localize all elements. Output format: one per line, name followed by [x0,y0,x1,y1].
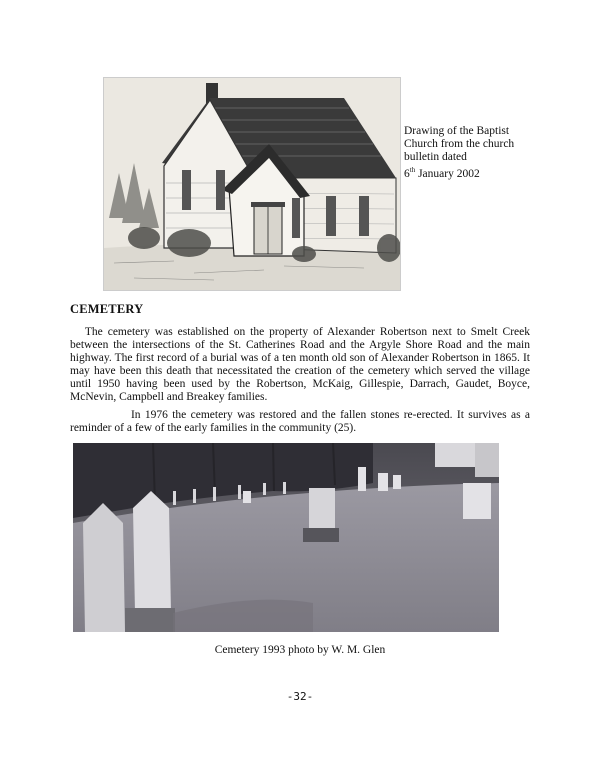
drawing-caption-ordinal: th [409,166,416,174]
church-drawing [103,77,401,291]
church-drawing-illustration [104,78,400,290]
drawing-caption [404,125,554,181]
cemetery-photo-illustration [73,443,499,632]
drawing-caption-date [404,164,554,181]
paragraph-history-text: The cemetery was established on the property of Alexander Robertson next to Smelt Creek between the intersections of the St. Catherines Road and the Argyle Shore Road and the main highway. The first record of a burial was of a ten month old son of Alexander Robertson in 1865. It may have been this death that necessitated the creation of the cemetery which served the village until 1950 having been used by the Robertson, McKaig, Gillespie, Darrach, Gaudet, Boyce, McNevin, Campbell and Breakey families. [70,326,530,403]
paragraph-restoration-text: In 1976 the cemetery was restored and the fallen stones re-erected. It survives as a reminder of a few of the early families in the community (25). [70,409,531,434]
page-number: -32- [286,690,314,703]
photo-caption: Cemetery 1993 photo by W. M. Glen [214,644,386,656]
section-heading: CEMETERY [70,302,144,316]
drawing-caption-line1: Drawing of the Baptist [404,125,510,137]
paragraph-history [70,326,530,404]
paragraph-restoration [70,409,530,435]
drawing-caption-line3: bulletin dated [404,151,467,163]
drawing-caption-month-year: January 2002 [415,167,480,180]
drawing-caption-line2: Church from the church [404,138,515,150]
drawing-caption-day: 6 [404,167,410,180]
cemetery-photo [73,443,499,632]
